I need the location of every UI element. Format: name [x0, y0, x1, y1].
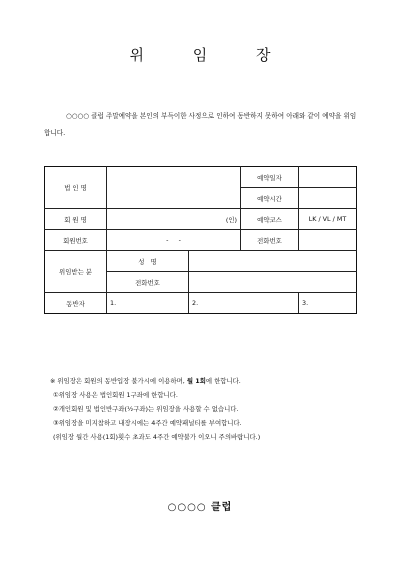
course-options[interactable]: LK / VL / MT	[299, 209, 357, 230]
companion-label: 동반자	[45, 293, 107, 314]
delegate-phone-label: 전화번호	[107, 272, 189, 293]
member-no-label: 회원번호	[45, 230, 107, 251]
course-label: 예약코스	[241, 209, 299, 230]
phone-label: 전화번호	[241, 230, 299, 251]
companion-2-field[interactable]: 2.	[189, 293, 299, 314]
corp-name-label: 법 인 명	[45, 167, 107, 209]
note-main-bold: 월 1회	[186, 377, 206, 385]
delegate-name-label: 성 명	[107, 251, 189, 272]
member-no-field[interactable]	[107, 230, 241, 251]
delegate-phone-field[interactable]	[189, 272, 357, 293]
reserve-time-field[interactable]	[299, 188, 357, 209]
reserve-time-label: 예약시간	[241, 188, 299, 209]
companion-3-field[interactable]: 3.	[299, 293, 357, 314]
delegation-form-table	[44, 166, 357, 314]
phone-field[interactable]	[299, 230, 357, 251]
club-name-footer: ○○○○ 클럽	[167, 502, 233, 513]
delegate-label: 위임받는 분	[45, 251, 107, 293]
reserve-date-field[interactable]	[299, 167, 357, 188]
corp-name-field[interactable]	[107, 167, 241, 209]
reserve-date-label: 예약일자	[241, 167, 299, 188]
note-main: ※ 위임장은 회원의 동반입장 불가시에 이용하며, 월 1회에 한합니다.	[50, 377, 241, 385]
note-item-3: ③위임장을 미지참하고 내장시에는 4주간 예약패널티를 부여합니다.	[53, 419, 242, 427]
document-title: 위 임 장	[129, 46, 293, 64]
seal-label: (인)	[225, 215, 237, 224]
delegate-name-field[interactable]	[189, 251, 357, 272]
member-name-field[interactable]	[107, 209, 241, 230]
note-item-1: ①위임장 사용은 법인회원 1구좌에 한합니다.	[53, 391, 178, 399]
member-no-value: - -	[166, 236, 181, 244]
note-item-2: ②개인회원 및 법인반구좌(½구좌)는 위임장을 사용할 수 없습니다.	[53, 405, 239, 413]
note-item-4: (위임장 월간 사용(1회)횟수 초과도 4주간 예약불가 이오니 주의바랍니다.)	[53, 433, 261, 441]
intro-paragraph: ○○○○ 클럽 주말예약을 본인의 부득이한 사정으로 인하여 동반하지 못하여 아래와 같이 예약을 위임합니다.	[44, 112, 357, 137]
notes-section	[50, 374, 360, 444]
member-name-label: 회 원 명	[45, 209, 107, 230]
companion-1-field[interactable]: 1.	[107, 293, 189, 314]
